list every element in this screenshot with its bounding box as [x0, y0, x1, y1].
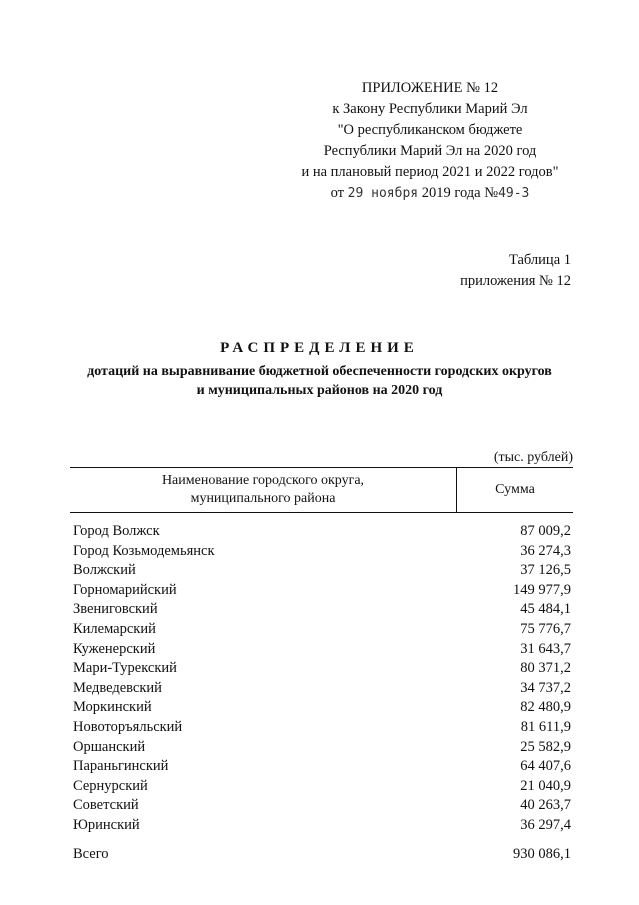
row-name: Советский	[73, 797, 139, 814]
header-name-cell	[70, 468, 457, 512]
row-sum: 81 611,9	[520, 718, 571, 735]
row-name: Мари-Турекский	[73, 660, 177, 677]
table-row	[70, 561, 573, 581]
table-total-row	[70, 844, 573, 864]
row-sum: 31 643,7	[520, 640, 571, 657]
law-title-line3: и на плановый период 2021 и 2022 годов"	[301, 164, 559, 180]
row-name: Параньгинский	[73, 758, 169, 775]
table-row	[70, 600, 573, 620]
row-sum: 34 737,2	[520, 679, 571, 696]
row-sum: 45 484,1	[520, 601, 571, 618]
row-name: Горномарийский	[73, 581, 177, 598]
table-number: Таблица 1	[508, 252, 571, 268]
row-name: Город Козьмодемьянск	[73, 542, 215, 559]
subtitle-line2: и муниципальных районов на 2020 год	[196, 383, 443, 398]
row-name: Новоторъяльский	[73, 718, 183, 735]
total-sum: 930 086,1	[513, 845, 571, 862]
date-handwritten: 29 ноября	[347, 186, 419, 201]
table-row	[70, 581, 573, 601]
law-title-line1: "О республиканском бюджете	[337, 122, 523, 138]
appendix-header	[270, 78, 590, 204]
law-reference: к Закону Республики Марий Эл	[332, 101, 528, 117]
table-row	[70, 679, 573, 699]
row-sum: 87 009,2	[520, 523, 571, 539]
row-sum: 75 776,7	[520, 620, 571, 637]
row-sum: 36 274,3	[520, 542, 571, 559]
table-row	[70, 816, 573, 836]
table-row	[70, 718, 573, 738]
document-subtitle	[60, 362, 579, 400]
distribution-table	[70, 467, 573, 864]
row-sum: 25 582,9	[520, 738, 571, 755]
table-row	[70, 757, 573, 777]
row-sum: 82 480,9	[520, 699, 571, 716]
appendix-number: ПРИЛОЖЕНИЕ № 12	[361, 80, 499, 96]
row-sum: 149 977,9	[513, 581, 571, 598]
row-name: Волжский	[73, 562, 136, 579]
table-row	[70, 659, 573, 679]
document-title: РАСПРЕДЕЛЕНИЕ	[220, 340, 419, 356]
law-date-line	[270, 183, 590, 204]
row-sum: 40 263,7	[520, 797, 571, 814]
row-name: Сернурский	[73, 777, 148, 794]
table-row	[70, 738, 573, 758]
table-row	[70, 640, 573, 660]
subtitle-line1: дотаций на выравнивание бюджетной обеспеченности городских округов	[87, 364, 552, 379]
row-name: Медведевский	[73, 679, 162, 696]
row-sum: 21 040,9	[520, 777, 571, 794]
table-row	[70, 620, 573, 640]
row-name: Город Волжск	[73, 523, 160, 539]
table-row	[70, 522, 573, 542]
table-row	[70, 698, 573, 718]
row-name: Оршанский	[73, 738, 146, 755]
row-name: Моркинский	[73, 699, 152, 716]
row-sum: 37 126,5	[520, 562, 571, 579]
table-body	[70, 522, 573, 836]
date-year: 2019 года №	[421, 185, 499, 201]
table-reference	[460, 250, 571, 292]
row-sum: 36 297,4	[520, 816, 571, 833]
row-sum: 80 371,2	[520, 660, 571, 677]
row-name: Юринский	[73, 816, 140, 833]
row-name: Звениговский	[73, 601, 158, 618]
row-sum: 64 407,6	[520, 758, 571, 775]
units-label: (тыс. рублей)	[493, 450, 573, 465]
header-name-line2: муниципального района	[190, 491, 336, 506]
table-header	[70, 467, 573, 513]
law-number: 49-З	[498, 186, 530, 201]
law-title-line2: Республики Марий Эл на 2020 год	[323, 143, 537, 159]
table-row	[70, 777, 573, 797]
row-name: Килемарский	[73, 620, 156, 637]
table-row	[70, 796, 573, 816]
date-prefix: от	[330, 185, 345, 201]
row-name: Куженерский	[73, 640, 156, 657]
header-sum-cell: Сумма	[495, 482, 535, 497]
table-row	[70, 542, 573, 562]
table-appendix: приложения № 12	[460, 273, 571, 289]
header-name-line1: Наименование городского округа,	[161, 473, 365, 488]
total-label: Всего	[73, 845, 109, 862]
